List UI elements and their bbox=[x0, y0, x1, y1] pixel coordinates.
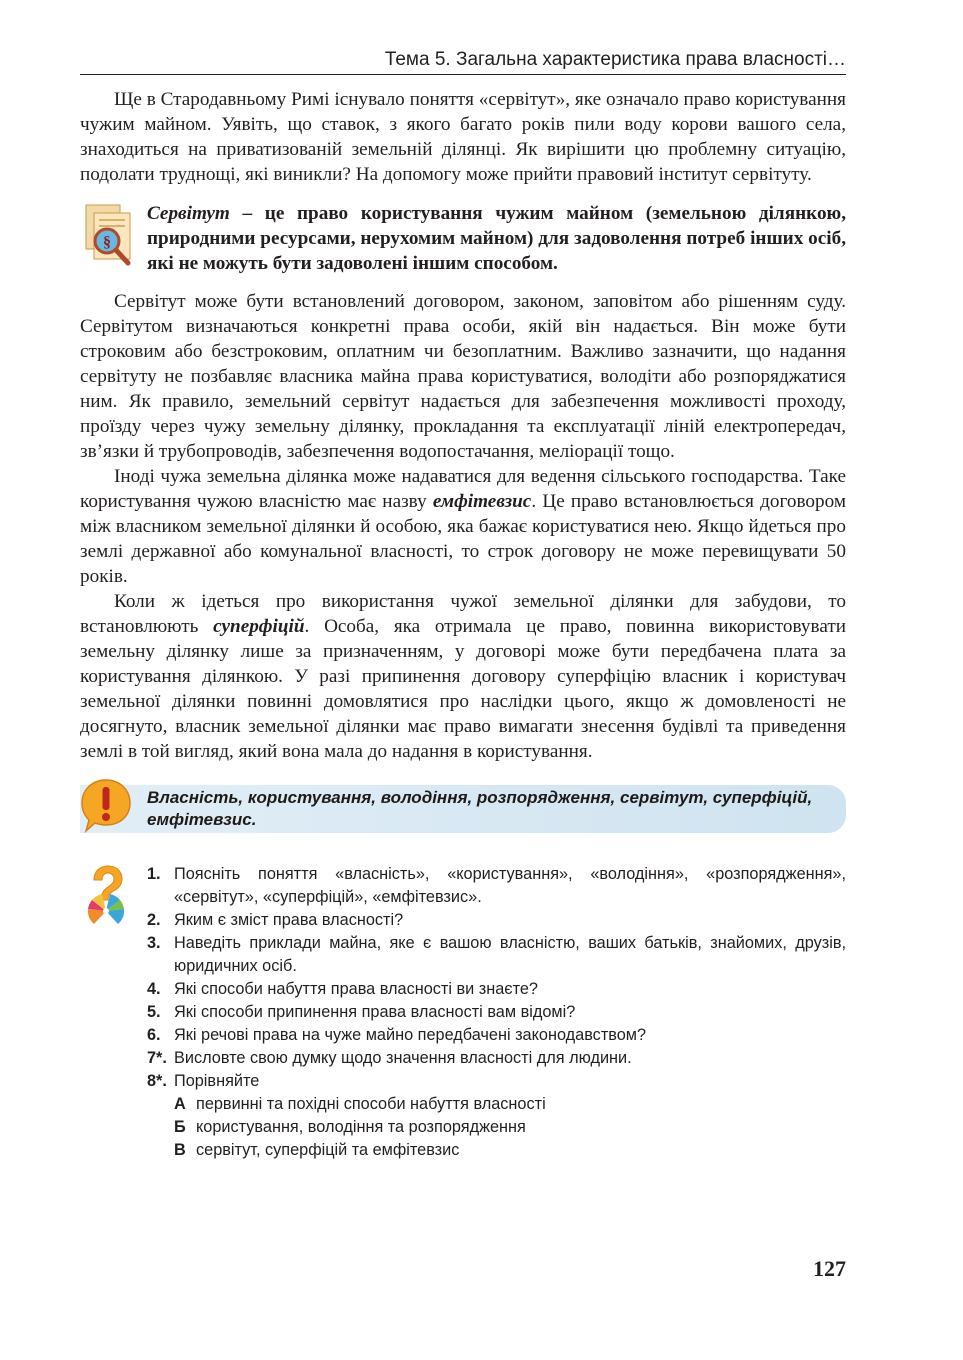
intro-paragraph: Ще в Стародавньому Римі існувало поняття «сервітут», яке означало право користування чужим майном. Уявіть, що ставок, з якого багато років пили воду корови вашого села, знаходиться на приватизованій земельній ділянці. Як вирішити цю проблемну ситуацію, подолати труднощі, які виникли? На допомогу може прийти правовий інститут сервітуту. bbox=[80, 89, 846, 185]
question-number: 7*. bbox=[147, 1049, 167, 1067]
question-text: Поясніть поняття «власність», «користування», «володіння», «розпорядження», «сервітут», «суперфіцій», «емфітевзис». bbox=[174, 865, 846, 906]
page-number: 127 bbox=[813, 1256, 846, 1281]
question-number: 3. bbox=[147, 934, 161, 952]
question-number: 5. bbox=[147, 1003, 161, 1021]
paragraph-text: Коли ж ідеться про використання чужої земельної ділянки для забудови, то встановлюють bbox=[80, 591, 846, 637]
question-item bbox=[147, 1070, 846, 1093]
question-item bbox=[147, 909, 846, 932]
question-item bbox=[147, 978, 846, 1001]
paragraph-text: . Це право встановлюється договором між власником земельної ділянки й особою, яка бажає користуватися нею. Якщо йдеться про землі державної або комунальної власності, то строк договору не може перевищувати 50 років. bbox=[80, 491, 846, 587]
question-number: 6. bbox=[147, 1026, 161, 1044]
option-text: сервітут, суперфіцій та емфітевзис bbox=[196, 1141, 460, 1159]
key-terms-text: Власність, користування, володіння, розпорядження, сервітут, суперфіцій, емфітевзис. bbox=[147, 788, 813, 829]
paragraph-superficies bbox=[80, 589, 846, 764]
question-item bbox=[147, 1047, 846, 1070]
paragraph-text: . Особа, яка отримала це право, повинна використовувати земельну ділянку лише за призначенням, у договорі може бути передбачена плата за користування ділянкою. У разі припинення договору суперфіцію власник і користувач земельної ділянки повинні домовлятися про наслідки цього, якщо ж домовленості не досягнуто, власник земельної ділянки має право вимагати знесення будівлі та приведення землі в той вигляд, який вона мала до надання в користування. bbox=[80, 616, 846, 762]
question-item bbox=[147, 932, 846, 978]
term-emphyteusis: емфітевзис bbox=[432, 491, 532, 512]
compare-option bbox=[147, 1093, 846, 1116]
paragraph-text: Іноді чужа земельна ділянка може надаватися для ведення сільського господарства. Таке користування чужою власністю має назву bbox=[80, 466, 846, 512]
question-number: 1. bbox=[147, 865, 161, 883]
question-number: 4. bbox=[147, 980, 161, 998]
option-letter: В bbox=[174, 1141, 186, 1159]
compare-option bbox=[147, 1116, 846, 1139]
question-text: Які способи набуття права власності ви знаєте? bbox=[174, 980, 538, 998]
legal-document-magnifier-icon bbox=[80, 203, 136, 267]
question-item bbox=[147, 1024, 846, 1047]
question-number: 8*. bbox=[147, 1072, 167, 1090]
option-text: первинні та похідні способи набуття власності bbox=[196, 1095, 546, 1113]
question-mark-icon bbox=[80, 863, 132, 927]
question-item bbox=[147, 863, 846, 909]
definition-text bbox=[147, 201, 846, 276]
paragraph-servitude: Сервітут може бути встановлений договором, законом, заповітом або рішенням суду. Сервітутом визначаються конкретні права особи, якій він надається. Він може бути строковим або безстроковим, оплатним чи безоплатним. Важливо зазначити, що надання сервітуту не позбавляє власника майна права користуватися, володіти або розпоряджатися ним. Як правило, земельний сервітут надається для забезпечення можливості проходу, проїзду через чужу земельну ділянку, прокладання та експлуатації ліній електропередач, зв’язки й трубопроводів, забезпечення водопостачання, меліорації тощо. bbox=[80, 291, 846, 462]
question-text: Висловте свою думку щодо значення власності для людини. bbox=[174, 1049, 632, 1067]
question-text: Порівняйте bbox=[174, 1072, 260, 1090]
question-text: Які способи припинення права власності вам відомі? bbox=[174, 1003, 576, 1021]
option-letter: А bbox=[174, 1095, 186, 1113]
question-text: Наведіть приклади майна, яке є вашою власністю, ваших батьків, знайомих, друзів, юридичних осіб. bbox=[174, 934, 846, 975]
question-text: Яким є зміст права власності? bbox=[174, 911, 404, 929]
option-text: користування, володіння та розпорядження bbox=[196, 1118, 526, 1136]
question-text: Які речові права на чуже майно передбачені законодавством? bbox=[174, 1026, 647, 1044]
page-header bbox=[80, 46, 846, 75]
header-title: Тема 5. Загальна характеристика права власності… bbox=[384, 49, 846, 70]
question-number: 2. bbox=[147, 911, 161, 929]
key-terms-box bbox=[80, 785, 846, 833]
term-superficies: суперфіцій bbox=[213, 616, 305, 637]
definition-body: – це право користування чужим майном (земельною ділянкою, природними ресурсами, нерухомим майном) для задоволення потреб інших осіб, які не можуть бути задоволені іншим способом. bbox=[147, 203, 846, 274]
definition-box bbox=[80, 201, 846, 276]
option-letter: Б bbox=[174, 1118, 186, 1136]
exclamation-speech-bubble-icon bbox=[80, 778, 132, 834]
page-content bbox=[80, 87, 846, 1162]
svg-text:§: § bbox=[103, 234, 111, 251]
definition-term: Сервітут bbox=[147, 203, 230, 224]
compare-option bbox=[147, 1139, 846, 1162]
question-item bbox=[147, 1001, 846, 1024]
questions-section bbox=[80, 863, 846, 1162]
paragraph-emphyteusis bbox=[80, 464, 846, 589]
